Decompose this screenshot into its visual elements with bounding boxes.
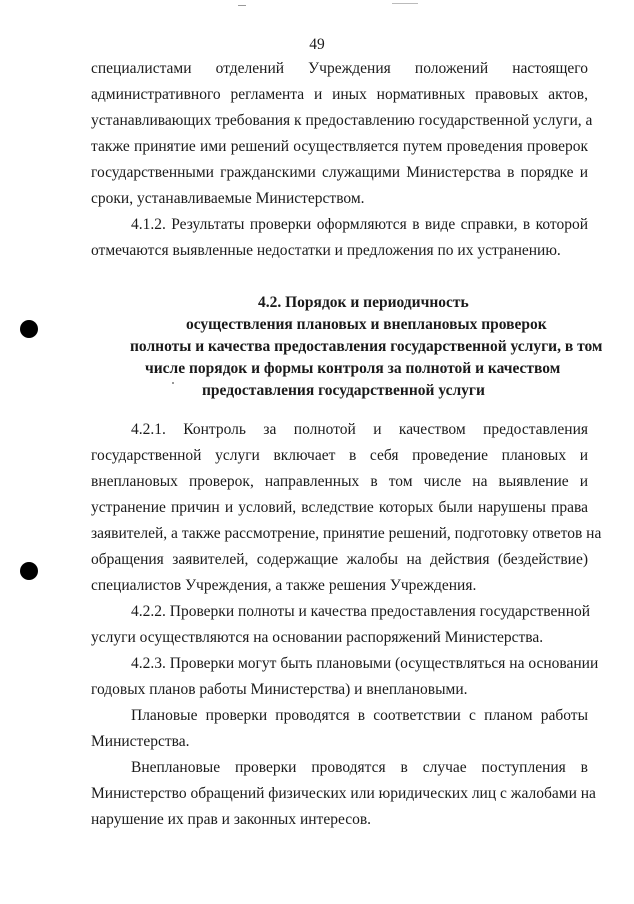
paragraph-line: обращения заявителей, содержащие жалобы на действия (бездействие) (91, 551, 588, 568)
paragraph-line: 4.1.2. Результаты проверки оформляются в виде справки, в которой (131, 216, 588, 233)
paragraph-line: 4.2.2. Проверки полноты и качества предоставления государственной (131, 603, 591, 620)
paragraph-line: Плановые проверки проводятся в соответствии с планом работы (131, 707, 588, 724)
paragraph-line: устранение причин и условий, вследствие которых были нарушены права (91, 499, 588, 516)
paragraph-line: заявителей, а также рассмотрение, принятие решений, подготовку ответов на (91, 525, 602, 542)
paragraph-line: государственными гражданскими служащими Министерства в порядке и (91, 164, 588, 181)
paragraph-line: 4.2.3. Проверки могут быть плановыми (осуществляться на основании (131, 655, 599, 672)
paragraph-line: годовых планов работы Министерства) и внеплановыми. (91, 681, 468, 698)
binder-hole (20, 320, 38, 338)
section-heading: 4.2. Порядок и периодичность (258, 294, 469, 311)
section-heading: осуществления плановых и внеплановых проверок (186, 316, 547, 333)
paragraph-line: государственной услуги включает в себя проведение плановых и (91, 447, 588, 464)
section-heading: предоставления государственной услуги (202, 382, 485, 399)
paragraph-line: услуги осуществляются на основании распоряжений Министерства. (91, 629, 544, 646)
paragraph-line: специалистов Учреждения, а также решения Учреждения. (91, 577, 477, 594)
paragraph-line: также принятие ими решений осуществляется путем проведения проверок (91, 138, 588, 155)
section-heading: полноты и качества предоставления государственной услуги, в том (130, 338, 603, 355)
paragraph-line: сроки, устанавливаемые Министерством. (91, 190, 365, 207)
paragraph-line: 4.2.1. Контроль за полнотой и качеством предоставления (131, 421, 588, 438)
section-heading: числе порядок и формы контроля за полнотой и качеством (145, 360, 561, 377)
paragraph-line: Внеплановые проверки проводятся в случае поступления в (131, 759, 588, 776)
paragraph-line: нарушение их прав и законных интересов. (91, 811, 372, 828)
binder-hole (20, 562, 38, 580)
scan-artifact (238, 5, 246, 6)
scan-artifact (392, 3, 418, 4)
page-number: 49 (309, 36, 325, 53)
paragraph-line: административного регламента и иных нормативных правовых актов, (91, 86, 588, 103)
paragraph-line: Министерства. (91, 733, 190, 750)
paragraph-line: устанавливающих требования к предоставлению государственной услуги, а (91, 112, 593, 129)
scan-artifact (172, 382, 174, 384)
paragraph-line: специалистами отделений Учреждения положений настоящего (91, 60, 588, 77)
paragraph-line: Министерство обращений физических или юридических лиц с жалобами на (91, 785, 596, 802)
paragraph-line: отмечаются выявленные недостатки и предложения по их устранению. (91, 242, 561, 259)
paragraph-line: внеплановых проверок, направленных в том числе на выявление и (91, 473, 588, 490)
